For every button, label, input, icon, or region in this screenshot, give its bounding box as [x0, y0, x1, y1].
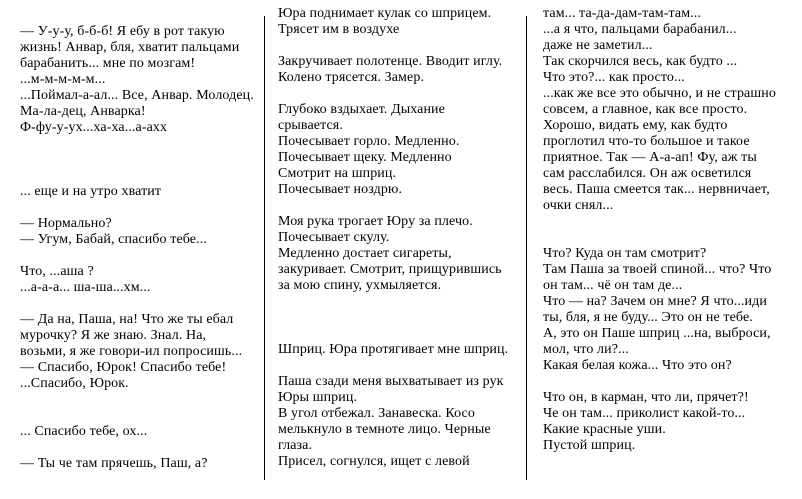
paragraph — [543, 246, 795, 374]
text-line: — Нормально? — [20, 216, 112, 231]
paragraph — [543, 6, 795, 214]
text-line: Хорошо, видать ему, как будто — [543, 118, 728, 133]
text-line: Закручивает полотенце. Вводит иглу. — [278, 54, 503, 69]
text-line: срывается. — [278, 118, 343, 133]
text-column-right — [543, 6, 795, 454]
text-line: — У-у-у, б-б-б! Я ебу в рот такую — [20, 24, 225, 39]
column-divider-left — [264, 16, 265, 480]
paragraph — [20, 184, 260, 200]
text-line: Что он, в карман, что ли, прячет?! — [543, 390, 749, 405]
text-line: барабанить... мне по мозгам! — [20, 56, 196, 71]
paragraph — [20, 312, 260, 392]
column-divider-right — [526, 16, 527, 480]
paragraph — [278, 102, 520, 198]
paragraph — [20, 216, 260, 248]
text-line: ...а я что, пальцами барабанил... — [543, 22, 737, 37]
text-line: Какие красные уши. — [543, 422, 666, 437]
text-line: — Спасибо, Юрок! Спасибо тебе! — [20, 360, 227, 375]
text-line: Что это?... как просто... — [543, 70, 685, 85]
text-line: мурочку? Я же знаю. Знал. На, — [20, 328, 207, 343]
text-line: ... Спасибо тебе, ох... — [20, 424, 148, 439]
text-line: Что — на? Зачем он мне? Я что...иди — [543, 294, 767, 309]
text-line: — Ты че там прячешь, Паш, а? — [20, 456, 208, 471]
text-line: Трясет им в воздухе — [278, 22, 400, 37]
text-column-middle — [278, 6, 520, 470]
text-line: Присел, согнулся, ищет с левой — [278, 454, 470, 469]
text-line: Юры шприц. — [278, 390, 358, 405]
text-line: ...а-а-а... ша-ша...хм... — [20, 280, 151, 295]
text-line: там... та-да-дам-там-там... — [543, 6, 701, 21]
text-line: даже не заметил... — [543, 38, 653, 53]
text-line: Смотрит на шприц. — [278, 166, 397, 181]
text-line: — Да на, Паша, на! Что же ты ебал — [20, 312, 234, 327]
text-line: сам расслабился. Он аж осветился — [543, 166, 752, 181]
text-line: Юра поднимает кулак со шприцем. — [278, 6, 492, 21]
paragraph — [278, 6, 520, 38]
text-line: ...как же все это обычно, и не страшно — [543, 86, 776, 101]
text-line: Ма-ла-дец, Анварка! — [20, 104, 146, 119]
text-line: Пустой шприц. — [543, 438, 636, 453]
text-line: Почесывает ноздрю. — [278, 182, 403, 197]
text-line: ... еще и на утро хватит — [20, 184, 162, 199]
text-line: — Угум, Бабай, спасибо тебе... — [20, 232, 207, 247]
text-line: Глубоко вздыхает. Дыхание — [278, 102, 445, 117]
text-line: весь. Паша смеется так... нервничает, — [543, 182, 770, 197]
text-line: Так скорчился весь, как будто ... — [543, 54, 738, 69]
text-line: Какая белая кожа... Что это он? — [543, 358, 732, 373]
text-line: он там... чё он там де... — [543, 278, 683, 293]
text-line: мелькнуло в темноте лицо. Черные — [278, 422, 491, 437]
text-line: возьми, я же говори-ил попросишь... — [20, 344, 243, 359]
paragraph — [278, 374, 520, 470]
text-line: Почесывает горло. Медленно. — [278, 134, 460, 149]
paragraph — [278, 54, 520, 86]
text-line: проглотил что-то большое и такое — [543, 134, 750, 149]
text-line: Паша сзади меня выхватывает из рук — [278, 374, 504, 389]
text-line: приятное. Так — А-а-ап! Фу, аж ты — [543, 150, 757, 165]
text-line: совсем, а главное, как все просто. — [543, 102, 748, 117]
paragraph — [20, 456, 260, 472]
text-line: Почесывает щеку. Медленно — [278, 150, 452, 165]
text-line: Моя рука трогает Юру за плечо. — [278, 214, 473, 229]
text-line: очки снял... — [543, 198, 614, 213]
text-column-left — [20, 24, 260, 472]
text-line: Почесывает скулу. — [278, 230, 390, 245]
text-line: закуривает. Смотрит, прищурившись — [278, 262, 502, 277]
text-line: Там Паша за твоей спиной... что? Что — [543, 262, 772, 277]
paragraph — [543, 390, 795, 454]
text-line: ...Поймал-а-ал... Все, Анвар. Молодец. — [20, 88, 254, 103]
paragraph — [278, 342, 520, 358]
text-line: мол, что ли?... — [543, 342, 629, 357]
text-line: В угол отбежал. Занавеска. Косо — [278, 406, 475, 421]
paragraph — [20, 264, 260, 296]
text-line: Колено трясется. Замер. — [278, 70, 425, 85]
text-line: ...м-м-м-м-м... — [20, 72, 106, 87]
paragraph — [278, 214, 520, 294]
text-line: глаза. — [278, 438, 313, 453]
text-line: жизнь! Анвар, бля, хватит пальцами — [20, 40, 240, 55]
text-line: Шприц. Юра протягивает мне шприц. — [278, 342, 509, 357]
text-line: Что? Куда он там смотрит? — [543, 246, 707, 261]
text-line: Что, ...аша ? — [20, 264, 94, 279]
text-line: Медленно достает сигареты, — [278, 246, 452, 261]
text-line: Че он там... приколист какой-то... — [543, 406, 746, 421]
text-line: ...Спасибо, Юрок. — [20, 376, 129, 391]
paragraph — [20, 24, 260, 136]
text-line: Ф-фу-у-ух...ха-ха...а-ахх — [20, 120, 168, 135]
text-line: за мою спину, ухмыляется. — [278, 278, 442, 293]
text-line: А, это он Паше шприц ...на, выброси, — [543, 326, 771, 341]
text-line: ты, бля, я не буду... Это он не тебе. — [543, 310, 753, 325]
paragraph — [20, 424, 260, 440]
